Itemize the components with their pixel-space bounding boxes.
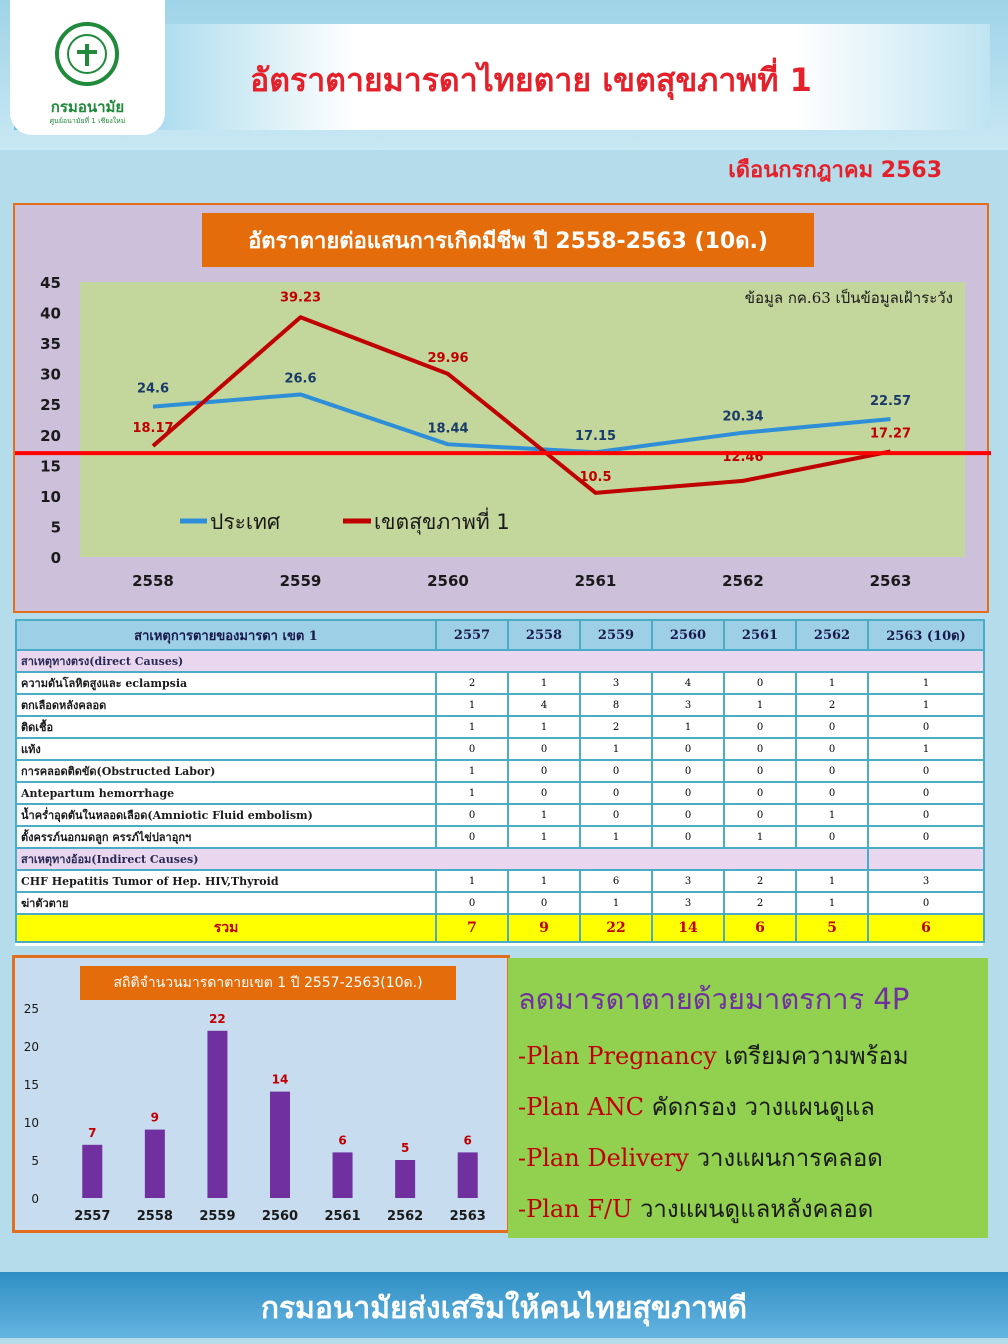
table-cell: 0 bbox=[868, 760, 984, 782]
x-tick-label: 2559 bbox=[199, 1209, 236, 1224]
table-row bbox=[16, 870, 984, 892]
x-tick-label: 2557 bbox=[74, 1209, 111, 1224]
table-cell: 0 bbox=[796, 716, 868, 738]
measure-name: -Plan ANC bbox=[518, 1093, 645, 1121]
total-cell: 9 bbox=[508, 914, 580, 942]
y-tick-label: 0 bbox=[50, 549, 61, 567]
group-spacer bbox=[868, 848, 984, 870]
seal-icon bbox=[55, 22, 119, 86]
bar bbox=[82, 1145, 102, 1198]
measure-item bbox=[518, 1036, 909, 1075]
data-label: 6 bbox=[338, 1133, 347, 1148]
group-label: สาเหตุทางตรง(direct Causes) bbox=[16, 650, 984, 672]
table-cell: 0 bbox=[508, 760, 580, 782]
table-cell: 3 bbox=[652, 870, 724, 892]
x-tick-label: 2559 bbox=[279, 572, 322, 590]
bar bbox=[395, 1160, 415, 1198]
x-tick-label: 2560 bbox=[427, 572, 469, 590]
total-label: รวม bbox=[16, 914, 436, 942]
cause-label: CHF Hepatitis Tumor of Hep. HIV,Thyroid bbox=[16, 870, 436, 892]
data-label: 22 bbox=[209, 1011, 226, 1026]
table-cell: 0 bbox=[652, 826, 724, 848]
total-cell: 7 bbox=[436, 914, 508, 942]
table-cell: 0 bbox=[508, 782, 580, 804]
total-cell: 14 bbox=[652, 914, 724, 942]
x-tick-label: 2560 bbox=[261, 1209, 299, 1224]
table-cell: 1 bbox=[508, 826, 580, 848]
legend-label: ประเทศ bbox=[210, 510, 281, 534]
x-tick-label: 2558 bbox=[132, 572, 174, 590]
data-label: 5 bbox=[400, 1141, 410, 1155]
table-header-year: 2561 bbox=[724, 620, 796, 650]
data-label: 39.23 bbox=[279, 290, 322, 306]
bar-chart-title: สถิติจำนวนมารดาตายเขต 1 ปี 2557-2563(10ด.) bbox=[80, 966, 456, 1000]
y-tick-label: 15 bbox=[40, 457, 61, 476]
data-label: 18.17 bbox=[132, 420, 174, 436]
x-tick-label: 2561 bbox=[324, 1209, 361, 1224]
measure-item bbox=[518, 1138, 883, 1177]
cause-label: การคลอดติดขัด(Obstructed Labor) bbox=[16, 760, 436, 782]
table-cell: 0 bbox=[580, 760, 652, 782]
measure-name: -Plan F/U bbox=[518, 1195, 633, 1223]
data-label: 10.5 bbox=[579, 469, 612, 485]
logo-subtitle: ศูนย์อนามัยที่ 1 เชียงใหม่ bbox=[49, 117, 126, 125]
table-header-row bbox=[16, 620, 984, 650]
y-tick-label: 45 bbox=[40, 274, 61, 292]
chart-annotation: ข้อมูล กค.63 เป็นข้อมูลเฝ้าระวัง bbox=[744, 289, 953, 307]
x-tick-label: 2563 bbox=[869, 572, 912, 590]
cause-label: Antepartum hemorrhage bbox=[16, 782, 436, 804]
table-cell: 2 bbox=[580, 716, 652, 738]
total-cell: 6 bbox=[724, 914, 796, 942]
cause-label: ความดันโลหิตสูงและ eclampsia bbox=[16, 672, 436, 694]
table-cell: 0 bbox=[724, 782, 796, 804]
cause-label: ตั้งครรภ์นอกมดลูก ครรภ์ไข่ปลาอุกฯ bbox=[16, 826, 436, 848]
footer-slogan: กรมอนามัยส่งเสริมให้คนไทยสุขภาพดี bbox=[260, 1291, 748, 1326]
table-cell: 1 bbox=[796, 672, 868, 694]
table-cell: 1 bbox=[580, 892, 652, 914]
table-cell: 1 bbox=[796, 804, 868, 826]
y-tick-label: 20 bbox=[23, 1040, 39, 1054]
table-cell: 0 bbox=[436, 826, 508, 848]
table-cell: 2 bbox=[436, 672, 508, 694]
total-cell: 6 bbox=[868, 914, 984, 942]
table-row bbox=[16, 716, 984, 738]
table-cell: 1 bbox=[868, 738, 984, 760]
table-cell: 0 bbox=[724, 760, 796, 782]
table-cell: 1 bbox=[796, 892, 868, 914]
data-label: 14 bbox=[271, 1072, 289, 1087]
table-cell: 1 bbox=[436, 694, 508, 716]
cause-label: น้ำคร่ำอุดตันในหลอดเลือด(Amniotic Fluid embolism) bbox=[16, 804, 436, 826]
table-cell: 0 bbox=[508, 738, 580, 760]
x-tick-label: 2558 bbox=[136, 1209, 173, 1224]
table-cell: 0 bbox=[724, 738, 796, 760]
cause-label: ตกเลือดหลังคลอด bbox=[16, 694, 436, 716]
table-header-year: 2562 bbox=[796, 620, 868, 650]
legend-label: เขตสุขภาพที่ 1 bbox=[374, 510, 510, 534]
measure-item bbox=[518, 1189, 873, 1228]
y-tick-label: 10 bbox=[23, 1116, 39, 1130]
data-label: 9 bbox=[150, 1110, 160, 1125]
y-tick-label: 15 bbox=[23, 1078, 39, 1092]
table-header-year: 2559 bbox=[580, 620, 652, 650]
table-cell: 0 bbox=[580, 782, 652, 804]
table-cell: 0 bbox=[652, 738, 724, 760]
cause-label: แท้ง bbox=[16, 738, 436, 760]
table-group-row bbox=[16, 650, 984, 672]
total-cell: 22 bbox=[580, 914, 652, 942]
table-cell: 3 bbox=[652, 694, 724, 716]
table-cell: 4 bbox=[508, 694, 580, 716]
y-tick-label: 35 bbox=[40, 335, 61, 354]
table-row bbox=[16, 782, 984, 804]
table-cell: 0 bbox=[868, 826, 984, 848]
table-header-cause: สาเหตุการตายของมารดา เขต 1 bbox=[16, 620, 436, 650]
total-cell: 5 bbox=[796, 914, 868, 942]
data-label: 20.34 bbox=[722, 409, 764, 425]
table-cell: 0 bbox=[796, 782, 868, 804]
table-header-year: 2558 bbox=[508, 620, 580, 650]
table-row bbox=[16, 892, 984, 914]
table-cell: 1 bbox=[868, 694, 984, 716]
table-cell: 1 bbox=[724, 694, 796, 716]
table-cell: 0 bbox=[724, 804, 796, 826]
table-cell: 0 bbox=[724, 716, 796, 738]
table-cell: 1 bbox=[436, 782, 508, 804]
y-tick-label: 20 bbox=[40, 426, 61, 445]
table-row bbox=[16, 738, 984, 760]
table-cell: 2 bbox=[724, 892, 796, 914]
table-cell: 0 bbox=[868, 804, 984, 826]
table-cell: 0 bbox=[652, 760, 724, 782]
table-cell: 6 bbox=[580, 870, 652, 892]
data-label: 24.6 bbox=[136, 381, 170, 397]
line-chart-panel bbox=[13, 203, 989, 613]
page-title: อัตราตายมารดาไทยตาย เขตสุขภาพที่ 1 bbox=[250, 61, 812, 99]
x-tick-label: 2561 bbox=[574, 572, 617, 590]
x-tick-label: 2563 bbox=[449, 1209, 486, 1224]
measure-desc: คัดกรอง วางแผนดูแล bbox=[651, 1093, 875, 1121]
y-tick-label: 40 bbox=[40, 304, 61, 323]
table-cell: 0 bbox=[652, 804, 724, 826]
table-row bbox=[16, 694, 984, 716]
table-cell: 1 bbox=[580, 826, 652, 848]
bar bbox=[207, 1031, 227, 1198]
table-cell: 0 bbox=[436, 804, 508, 826]
table-header-year: 2560 bbox=[652, 620, 724, 650]
table-cell: 3 bbox=[652, 892, 724, 914]
table-cell: 0 bbox=[724, 672, 796, 694]
y-tick-label: 30 bbox=[40, 365, 61, 384]
data-label: 17.15 bbox=[574, 429, 617, 445]
bar-chart-panel bbox=[12, 955, 510, 1233]
table-cell: 3 bbox=[580, 672, 652, 694]
table-cell: 1 bbox=[508, 716, 580, 738]
table-cell: 2 bbox=[724, 870, 796, 892]
table-cell: 0 bbox=[796, 738, 868, 760]
data-label: 29.96 bbox=[427, 350, 469, 366]
data-label: 17.27 bbox=[869, 426, 912, 442]
y-tick-label: 5 bbox=[31, 1154, 39, 1168]
table-cell: 1 bbox=[436, 760, 508, 782]
bar bbox=[145, 1130, 165, 1198]
table-cell: 1 bbox=[580, 738, 652, 760]
causes-table-panel bbox=[15, 619, 983, 946]
data-label: 12.46 bbox=[722, 449, 764, 465]
table-cell: 0 bbox=[868, 892, 984, 914]
table-header-year: 2563 (10ด) bbox=[868, 620, 984, 650]
group-label: สาเหตุทางอ้อม(Indirect Causes) bbox=[16, 848, 868, 870]
logo-name: กรมอนามัย bbox=[50, 98, 125, 116]
table-cell: 4 bbox=[652, 672, 724, 694]
measure-name: -Plan Delivery bbox=[518, 1144, 689, 1172]
data-label: 6 bbox=[463, 1133, 472, 1148]
table-cell: 0 bbox=[436, 738, 508, 760]
table-cell: 1 bbox=[652, 716, 724, 738]
table-cell: 1 bbox=[868, 672, 984, 694]
logo bbox=[10, 0, 165, 135]
table-cell: 1 bbox=[508, 870, 580, 892]
table-header-year: 2557 bbox=[436, 620, 508, 650]
data-label: 18.44 bbox=[427, 421, 469, 437]
table-cell: 0 bbox=[436, 892, 508, 914]
table-cell: 0 bbox=[796, 760, 868, 782]
measure-item bbox=[518, 1087, 875, 1126]
y-tick-label: 0 bbox=[31, 1192, 39, 1206]
y-tick-label: 25 bbox=[40, 396, 61, 415]
measure-name: -Plan Pregnancy bbox=[518, 1042, 717, 1070]
data-label: 22.57 bbox=[869, 394, 912, 410]
bar bbox=[270, 1092, 290, 1198]
table-row bbox=[16, 760, 984, 782]
table-cell: 3 bbox=[868, 870, 984, 892]
measure-desc: วางแผนดูแลหลังคลอด bbox=[639, 1195, 874, 1223]
bar bbox=[333, 1152, 353, 1198]
table-row bbox=[16, 826, 984, 848]
table-cell: 1 bbox=[436, 716, 508, 738]
table-cell: 1 bbox=[436, 870, 508, 892]
table-cell: 0 bbox=[652, 782, 724, 804]
data-label: 7 bbox=[88, 1125, 97, 1140]
report-month: เดือนกรกฎาคม 2563 bbox=[728, 158, 942, 183]
table-cell: 0 bbox=[796, 826, 868, 848]
table-cell: 2 bbox=[796, 694, 868, 716]
table-cell: 0 bbox=[868, 782, 984, 804]
cause-label: ฆ่าตัวตาย bbox=[16, 892, 436, 914]
causes-table bbox=[15, 619, 985, 943]
measure-desc: วางแผนการคลอด bbox=[696, 1144, 883, 1172]
table-cell: 1 bbox=[508, 804, 580, 826]
line-chart-title: อัตราตายต่อแสนการเกิดมีชีพ ปี 2558-2563 (10ด.) bbox=[202, 213, 814, 267]
table-cell: 0 bbox=[580, 804, 652, 826]
y-tick-label: 25 bbox=[23, 1002, 39, 1016]
table-cell: 1 bbox=[724, 826, 796, 848]
x-tick-label: 2562 bbox=[722, 572, 764, 590]
table-cell: 1 bbox=[796, 870, 868, 892]
measures-panel bbox=[508, 958, 988, 1238]
table-group-row bbox=[16, 848, 984, 870]
measures-heading: ลดมารดาตายด้วยมาตรการ 4P bbox=[518, 982, 910, 1016]
bar bbox=[458, 1152, 478, 1198]
y-tick-label: 10 bbox=[40, 487, 61, 506]
data-label: 26.6 bbox=[284, 371, 317, 387]
table-row bbox=[16, 672, 984, 694]
table-total-row bbox=[16, 914, 984, 942]
cause-label: ติดเชื้อ bbox=[16, 716, 436, 738]
measure-desc: เตรียมความพร้อม bbox=[724, 1042, 909, 1070]
table-row bbox=[16, 804, 984, 826]
table-cell: 8 bbox=[580, 694, 652, 716]
x-tick-label: 2562 bbox=[387, 1209, 424, 1224]
table-cell: 0 bbox=[868, 716, 984, 738]
table-cell: 1 bbox=[508, 672, 580, 694]
table-cell: 0 bbox=[508, 892, 580, 914]
y-tick-label: 5 bbox=[50, 518, 61, 537]
